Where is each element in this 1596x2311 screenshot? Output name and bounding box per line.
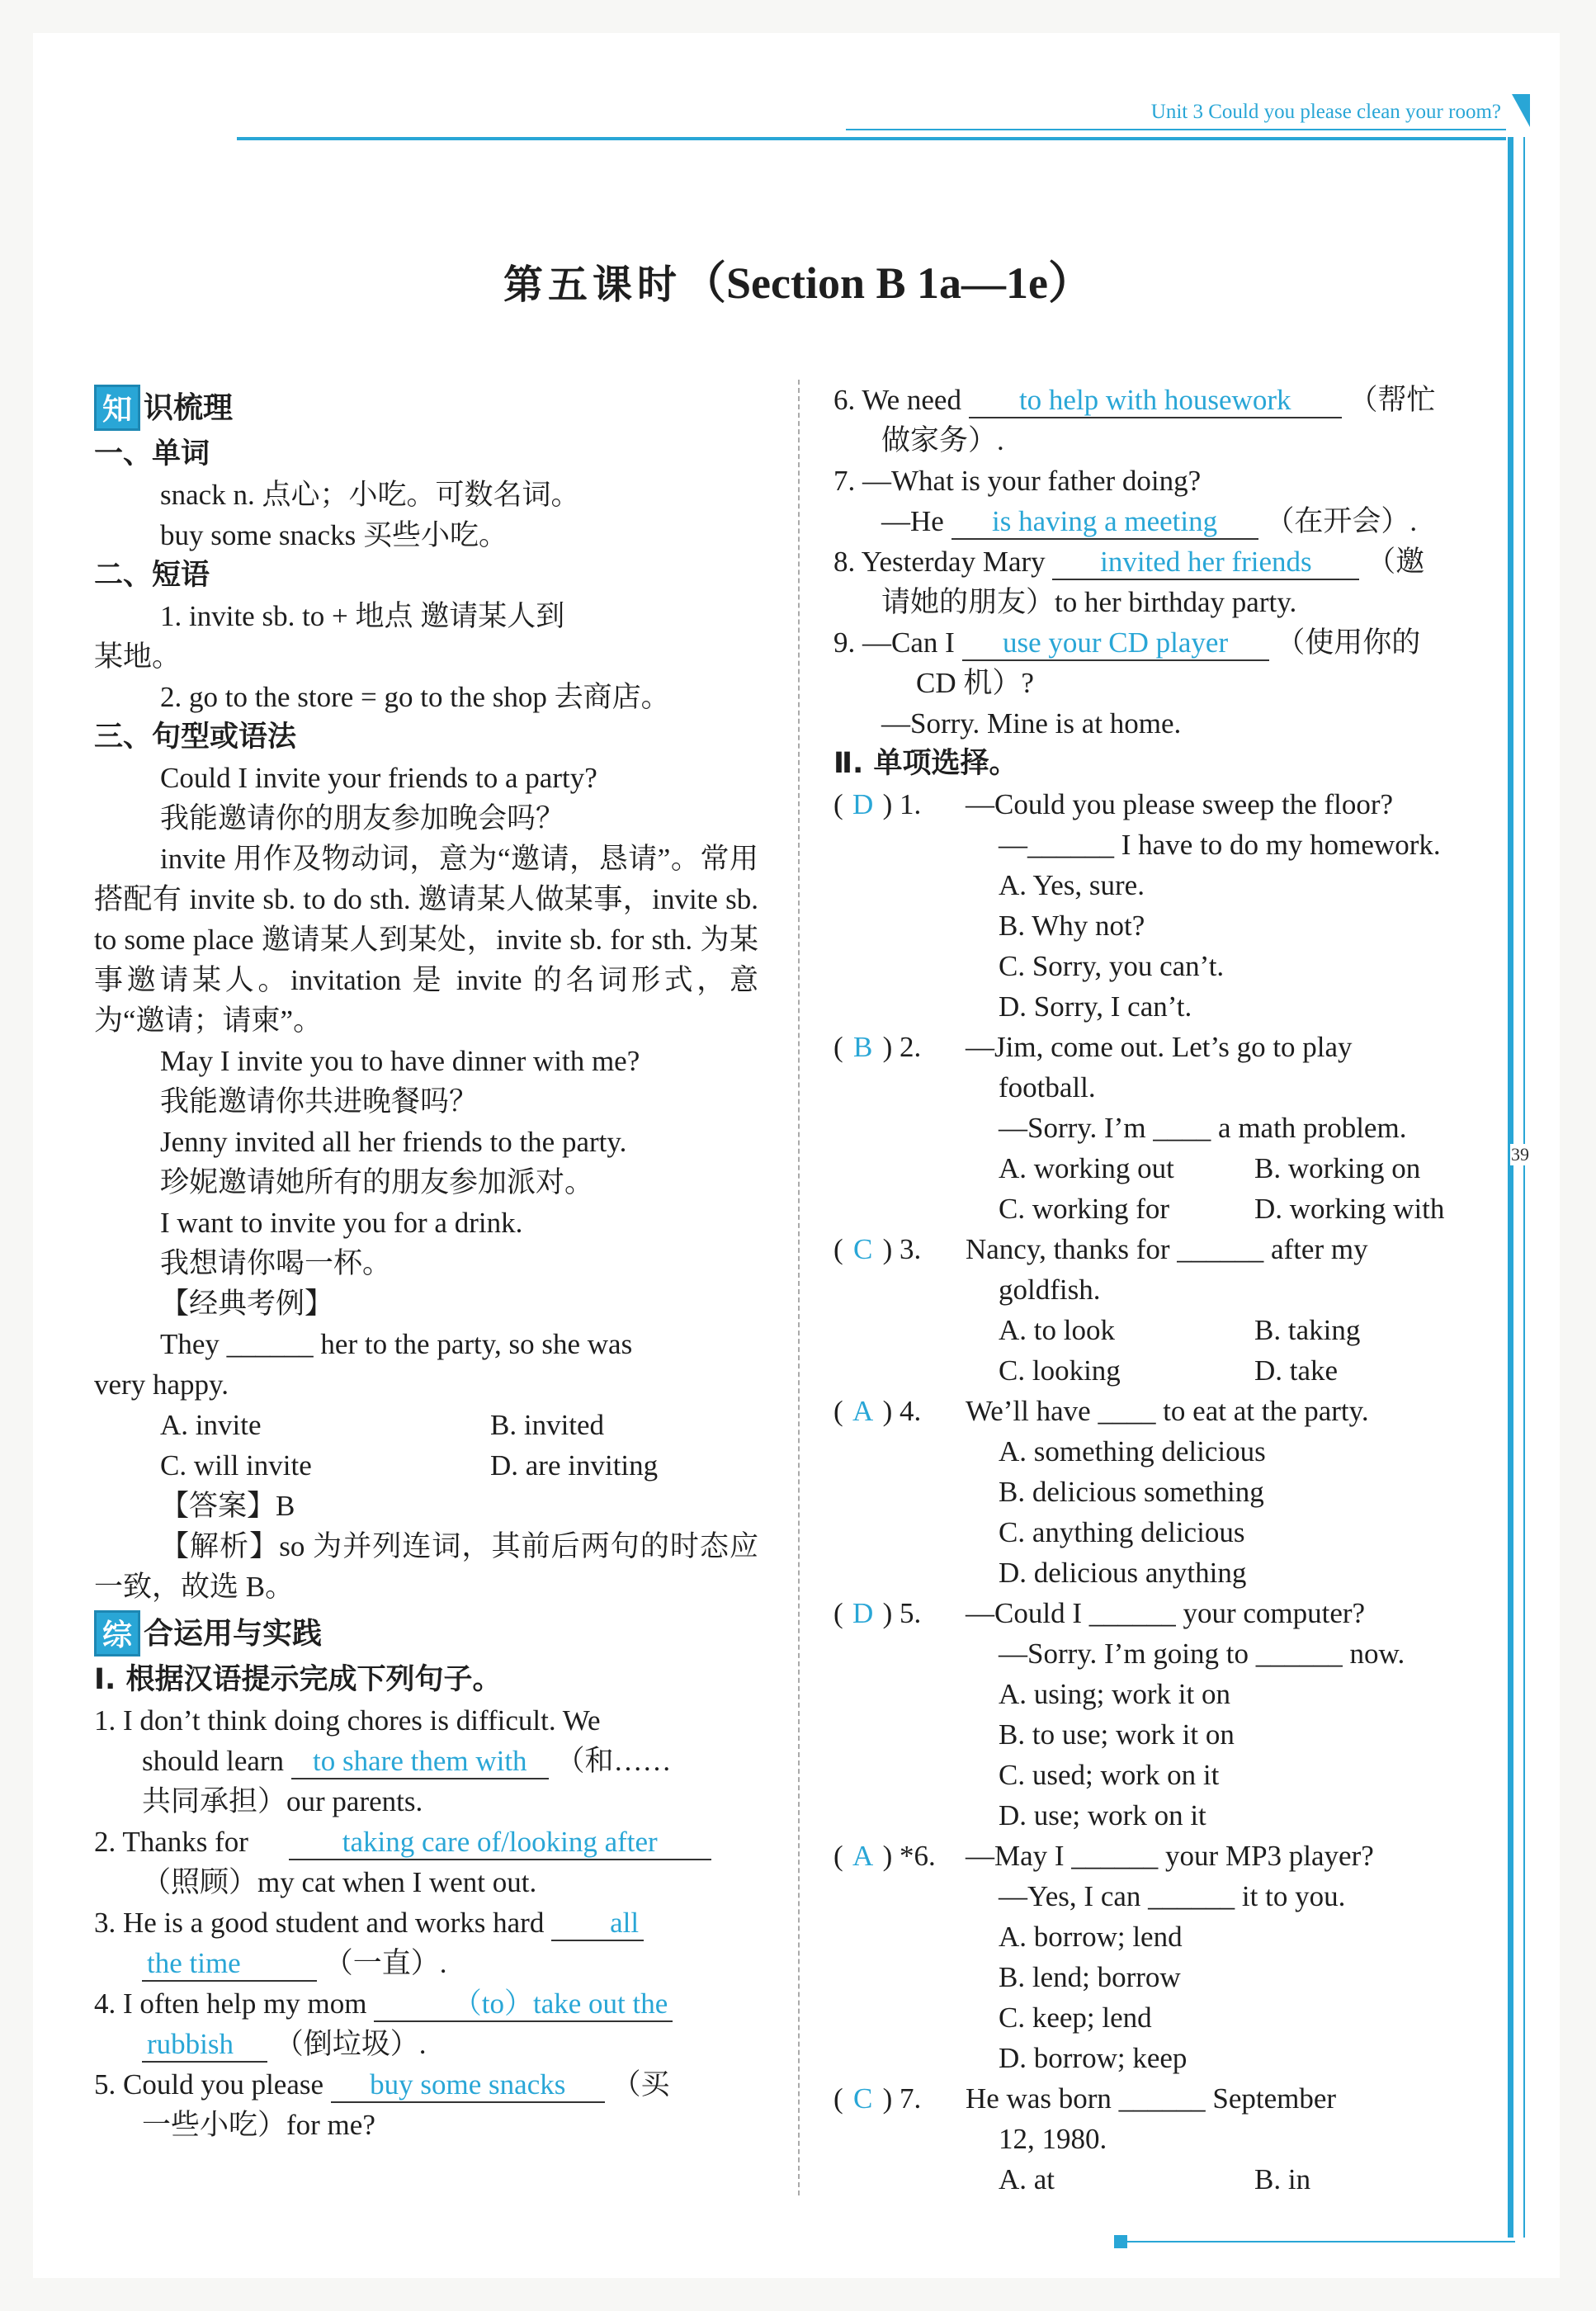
multiple-choice-list	[833, 784, 1502, 2200]
mc-option: A. to look	[999, 1314, 1115, 1346]
mc-answer-slot	[833, 2119, 966, 2159]
example-options-row-1	[94, 1405, 758, 1445]
mc-number: ) 3.	[882, 1233, 922, 1265]
fill-q4	[94, 1983, 758, 2064]
fill-q1-line-b	[94, 1741, 758, 1781]
mc-question-line	[833, 1633, 1502, 1674]
fill-q3-text: 3. He is a good student and works hard	[94, 1907, 545, 1939]
part1-heading: Ⅰ. 根据汉语提示完成下列句子。	[94, 1663, 502, 1696]
mc-question-text: He was born ______ September	[966, 2082, 1337, 2115]
fill-q4-text: 4. I often help my mom	[94, 1987, 367, 2020]
mc-answer-slot	[833, 784, 966, 825]
mc-option: A. Yes, sure.	[999, 869, 1145, 901]
mc-question-text: goldfish.	[999, 1274, 1101, 1306]
fill-q9-text: 9. —Can I	[833, 626, 955, 659]
fill-q7-text: —He	[881, 505, 944, 537]
mc-option: A. something delicious	[999, 1435, 1266, 1467]
mc-option: C. anything delicious	[999, 1516, 1245, 1548]
mc-options-row	[833, 1189, 1502, 1229]
mc-option: B. taking	[1254, 1314, 1361, 1346]
mc-option: A. borrow; lend	[999, 1921, 1183, 1953]
mc-number: ) 5.	[882, 1597, 922, 1629]
mc-question-text: We’ll have ____ to eat at the party.	[966, 1395, 1369, 1427]
paren-open: (	[833, 1031, 843, 1063]
mc-question-line	[833, 1229, 1502, 1269]
paren-open: (	[833, 788, 843, 820]
fill-q4-hint: （倒垃圾）.	[274, 2028, 427, 2060]
mc-options-row	[833, 1148, 1502, 1189]
phrases-heading: 二、短语	[94, 559, 210, 592]
mc-answer-slot	[833, 1593, 966, 1633]
fill-q1-text: should learn	[142, 1745, 285, 1777]
grammar-heading: 三、句型或语法	[94, 721, 297, 754]
title-cn: 第五课时	[503, 262, 682, 308]
example-answer: 【答案】B	[160, 1490, 295, 1522]
fill-q1-answer: to share them with	[291, 1745, 549, 1779]
mc-option: C. Sorry, you can’t.	[999, 950, 1225, 982]
fill-q9-line-c: —Sorry. Mine is at home.	[881, 707, 1182, 740]
mc-number: ) *6.	[882, 1840, 936, 1872]
grammar-line-1: Could I invite your friends to a party?	[160, 762, 597, 794]
mc-option: B. working on	[1254, 1152, 1421, 1184]
page-title	[0, 248, 1596, 311]
mc-question-text: —May I ______ your MP3 player?	[966, 1840, 1374, 1872]
paren-open: (	[833, 1597, 843, 1629]
fill-q9	[833, 622, 1502, 744]
mc-question	[833, 1027, 1502, 1229]
mc-question-text: 12, 1980.	[999, 2123, 1107, 2155]
fill-q9-answer: use your CD player	[962, 626, 1269, 661]
fill-q2-answer: taking care of/looking after	[289, 1826, 711, 1860]
fill-q8-text: 8. Yesterday Mary	[833, 546, 1046, 578]
side-bar-thin	[1523, 137, 1525, 2238]
fill-q7-line-a: 7. —What is your father doing?	[833, 465, 1202, 497]
mc-question	[833, 784, 1502, 1027]
mc-option: C. keep; lend	[999, 2001, 1152, 2034]
fill-q8-hint: （邀	[1367, 546, 1425, 578]
mc-question-line	[833, 1108, 1502, 1148]
fill-q6	[833, 380, 1502, 461]
fill-q4-answer-2: rubbish	[142, 2028, 267, 2063]
mc-question	[833, 2078, 1502, 2200]
mc-option: C. looking	[999, 1354, 1121, 1387]
mc-question-text: Nancy, thanks for ______ after my	[966, 1233, 1368, 1265]
mc-question-line	[833, 1836, 1502, 1876]
grammar-paragraph: invite 用作及物动词，意为“邀请，恳请”。常用搭配有 invite sb. to do sth. 邀请某人做某事，invite sb. to some place 邀请某人到某处，invite sb. for sth. 为某事邀请某人。invitation 是 invite 的名词形式，意为“邀请；请柬”。	[94, 843, 758, 1037]
mc-question-line	[833, 2119, 1502, 2159]
mc-question-line	[833, 2078, 1502, 2119]
mc-option: C. working for	[999, 1193, 1170, 1225]
fill-q7-answer: is having a meeting	[951, 505, 1258, 540]
header-triangle	[1512, 94, 1530, 127]
mc-option: C. used; work on it	[999, 1759, 1220, 1791]
paren-open: (	[833, 2082, 843, 2115]
fill-q8-answer: invited her friends	[1052, 546, 1359, 580]
example-option-c: C. will invite	[160, 1449, 312, 1482]
column-divider	[798, 380, 800, 2195]
fill-q5-line-b: 一些小吃）for me?	[142, 2109, 375, 2141]
fill-q3-answer-2: the time	[142, 1947, 317, 1982]
mc-answer-slot	[833, 1876, 966, 1916]
mc-answer-slot	[833, 1067, 966, 1108]
mc-option: D. borrow; keep	[999, 2042, 1188, 2074]
mc-answer-slot	[833, 1391, 966, 1431]
mc-answer-slot	[833, 1269, 966, 1310]
mc-option: D. Sorry, I can’t.	[999, 990, 1192, 1023]
example-question-cont: very happy.	[94, 1368, 229, 1401]
fill-q5-answer: buy some snacks	[331, 2068, 605, 2103]
fill-q4-answer-1: （to）take out the	[374, 1987, 673, 2022]
mc-option: A. at	[999, 2163, 1055, 2195]
mc-question-line	[833, 1391, 1502, 1431]
mc-question-text: —______ I have to do my homework.	[999, 829, 1441, 861]
phrases-line-1: 1. invite sb. to + 地点 邀请某人到	[160, 600, 565, 632]
fill-q1-hint: （和……	[555, 1745, 672, 1777]
mc-answer: A	[852, 1395, 874, 1427]
right-column	[833, 380, 1502, 2200]
mc-question-line	[833, 1067, 1502, 1108]
words-heading: 一、单词	[94, 437, 210, 470]
mc-option: B. to use; work it on	[999, 1718, 1235, 1751]
mc-answer-slot	[833, 1633, 966, 1674]
paren-open: (	[833, 1840, 843, 1872]
mc-answer: D	[852, 788, 874, 820]
mc-options-row	[833, 2159, 1502, 2200]
example-question: They ______ her to the party, so she was	[160, 1328, 633, 1360]
mc-answer: A	[852, 1840, 874, 1872]
fill-q1-line-c: 共同承担）our parents.	[142, 1785, 423, 1817]
mc-option: A. using; work it on	[999, 1678, 1230, 1710]
example-options-row-2	[94, 1445, 758, 1486]
example-option-b: B. invited	[490, 1409, 605, 1441]
mc-question	[833, 1229, 1502, 1391]
title-en: （Section B 1a—1e）	[682, 258, 1093, 308]
example-explanation: 【解析】so 为并列连词，其前后两句的时态应一致，故选 B。	[94, 1530, 758, 1603]
mc-answer: B	[852, 1031, 873, 1063]
fill-q6-line-b: 做家务）.	[881, 424, 1004, 456]
mc-question-line	[833, 1027, 1502, 1067]
page-number: 39	[1511, 1144, 1529, 1165]
mc-answer: D	[852, 1597, 874, 1629]
fill-q6-text: 6. We need	[833, 384, 961, 416]
grammar-line-3: May I invite you to have dinner with me?	[160, 1045, 640, 1077]
example-heading: 【经典考例】	[160, 1288, 334, 1320]
example-option-a: A. invite	[160, 1409, 262, 1441]
mc-question-line	[833, 784, 1502, 825]
grammar-line-2: 我能邀请你的朋友参加晚会吗？	[160, 802, 565, 834]
fill-q2-text: 2. Thanks for	[94, 1826, 248, 1858]
knowledge-icon: 知	[94, 385, 140, 431]
part2-heading: Ⅱ. 单项选择。	[833, 747, 1018, 780]
grammar-line-8: 我想请你喝一杯。	[160, 1247, 392, 1279]
mc-answer-slot	[833, 1108, 966, 1148]
mc-answer-slot	[833, 1027, 966, 1067]
grammar-line-4: 我能邀请你共进晚餐吗？	[160, 1085, 479, 1118]
mc-question-text: —Yes, I can ______ it to you.	[999, 1880, 1346, 1912]
grammar-line-6: 珍妮邀请她所有的朋友参加派对。	[160, 1166, 594, 1198]
bottom-marker	[1114, 2235, 1127, 2248]
fill-q5-hint: （买	[611, 2068, 670, 2101]
words-line-2: buy some snacks 买些小吃。	[160, 519, 508, 551]
example-option-d: D. are inviting	[490, 1449, 659, 1482]
side-bar	[1508, 137, 1513, 2238]
words-line-1: snack n. 点心；小吃。可数名词。	[160, 479, 580, 511]
mc-options-row	[833, 1350, 1502, 1391]
mc-option: A. working out	[999, 1152, 1174, 1184]
mc-answer-slot	[833, 1229, 966, 1269]
knowledge-heading	[94, 385, 758, 431]
mc-question	[833, 1836, 1502, 2078]
mc-question-line	[833, 1876, 1502, 1916]
mc-option: D. take	[1254, 1354, 1339, 1387]
fill-q8-line-b: 请她的朋友）to her birthday party.	[881, 586, 1297, 618]
fill-q7-hint: （在开会）.	[1265, 505, 1418, 537]
fill-q1	[94, 1700, 758, 1822]
mc-answer-slot	[833, 825, 966, 865]
mc-option: D. delicious anything	[999, 1557, 1247, 1589]
mc-question-text: —Could I ______ your computer?	[966, 1597, 1366, 1629]
practice-heading	[94, 1610, 758, 1656]
mc-options-row	[833, 1310, 1502, 1350]
mc-question	[833, 1391, 1502, 1593]
running-header: Unit 3 Could you please clean your room?	[1150, 101, 1501, 123]
paren-open: (	[833, 1395, 843, 1427]
fill-q2	[94, 1822, 758, 1902]
paren-open: (	[833, 1233, 843, 1265]
fill-q9-hint: （使用你的	[1276, 626, 1421, 659]
fill-q6-hint: （帮忙	[1348, 384, 1436, 416]
mc-question-text: —Jim, come out. Let’s go to play	[966, 1031, 1353, 1063]
mc-option: B. lend; borrow	[999, 1961, 1181, 1993]
mc-answer-slot	[833, 2078, 966, 2119]
grammar-line-7: I want to invite you for a drink.	[160, 1207, 523, 1239]
phrases-line-2: 2. go to the store = go to the shop 去商店。	[160, 681, 670, 713]
fill-q7	[833, 461, 1502, 541]
bottom-rule	[1127, 2241, 1515, 2242]
fill-q6-answer: to help with housework	[969, 384, 1342, 418]
grammar-line-5: Jenny invited all her friends to the party.	[160, 1126, 627, 1158]
fill-q3-hint: （一直）.	[323, 1947, 447, 1979]
mc-answer: C	[852, 2082, 873, 2115]
mc-option: D. use; work on it	[999, 1799, 1206, 1831]
fill-q8	[833, 541, 1502, 622]
mc-question-line	[833, 825, 1502, 865]
mc-question-text: —Sorry. I’m going to ______ now.	[999, 1638, 1405, 1670]
mc-option: B. delicious something	[999, 1476, 1264, 1508]
mc-number: ) 7.	[882, 2082, 922, 2115]
mc-question-text: —Could you please sweep the floor?	[966, 788, 1394, 820]
mc-question-line	[833, 1269, 1502, 1310]
mc-question-text: football.	[999, 1071, 1096, 1104]
left-column	[94, 385, 758, 2145]
practice-heading-text: 合运用与实践	[144, 1616, 323, 1651]
fill-q3	[94, 1902, 758, 1983]
fill-q5	[94, 2064, 758, 2145]
mc-number: ) 2.	[882, 1031, 922, 1063]
header-rule	[237, 137, 1506, 140]
mc-answer-slot	[833, 1836, 966, 1876]
mc-number: ) 1.	[882, 788, 922, 820]
knowledge-heading-text: 识梳理	[144, 390, 234, 425]
fill-q5-text: 5. Could you please	[94, 2068, 324, 2101]
mc-option: B. Why not?	[999, 910, 1145, 942]
mc-question-text: —Sorry. I’m ____ a math problem.	[999, 1112, 1407, 1144]
mc-option: B. in	[1254, 2163, 1311, 2195]
fill-q2-line-b: （照顾）my cat when I went out.	[142, 1866, 537, 1898]
header-rule-thin	[846, 129, 1506, 130]
fill-q3-answer-1: all	[551, 1907, 644, 1941]
mc-answer: C	[852, 1233, 873, 1265]
phrases-line-1b: 某地。	[94, 640, 182, 673]
mc-question	[833, 1593, 1502, 1836]
practice-icon: 综	[94, 1610, 140, 1656]
mc-option: D. working with	[1254, 1193, 1445, 1225]
mc-question-line	[833, 1593, 1502, 1633]
fill-q9-line-b: CD 机）?	[916, 667, 1034, 699]
fill-q1-line-a: 1. I don’t think doing chores is difficult. We	[94, 1704, 601, 1737]
mc-number: ) 4.	[882, 1395, 922, 1427]
